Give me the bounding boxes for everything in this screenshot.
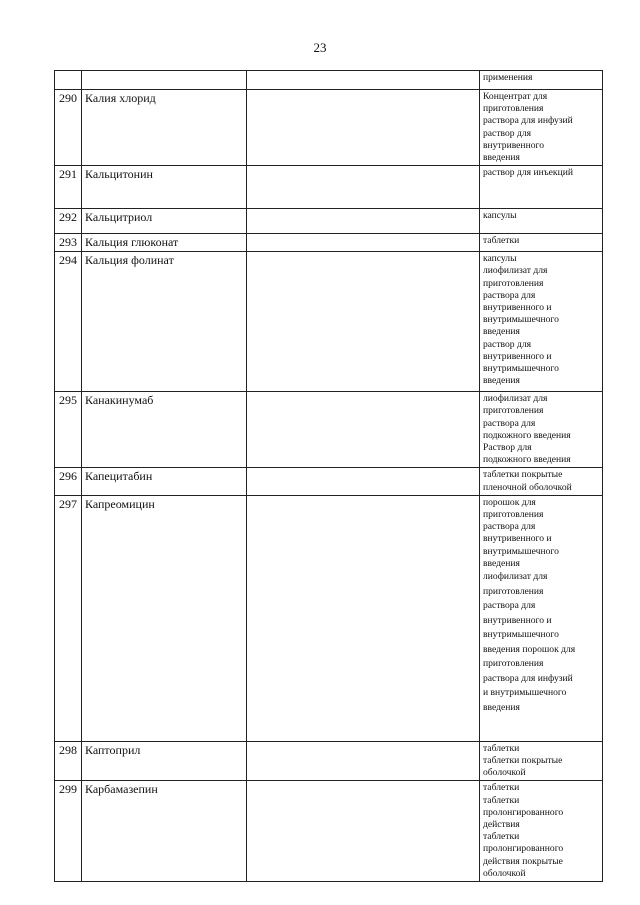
dosage-form-cell — [480, 90, 603, 166]
page-number: 23 — [313, 40, 327, 55]
row-number: 296 — [55, 468, 82, 495]
table-row — [55, 234, 603, 252]
form-line: таблетки покрытые — [483, 469, 563, 481]
form-line: приготовления — [483, 658, 544, 670]
form-line: оболочкой — [483, 867, 526, 879]
form-line: раствора для инфузий — [483, 672, 573, 684]
form-line: подкожного введения — [483, 429, 571, 441]
form-line: раствора для инфузий — [483, 115, 573, 127]
row-number: 290 — [55, 90, 82, 166]
form-line: таблетки — [483, 831, 520, 843]
form-line: приготовления — [483, 509, 544, 521]
table-row — [55, 495, 603, 741]
drug-name: Капреомицин — [82, 495, 247, 741]
drug-name: Канакинумаб — [82, 392, 247, 468]
header-mid-cell — [247, 71, 480, 90]
form-line: внутривенного и — [483, 533, 552, 545]
empty-cell — [247, 209, 480, 234]
form-line: раствор для — [483, 338, 532, 350]
form-line: внутримышечного — [483, 629, 559, 641]
form-line: раствора для — [483, 600, 536, 612]
form-line: таблетки — [483, 794, 520, 806]
form-line: приготовления — [483, 103, 544, 115]
form-line: лиофилизат для — [483, 393, 548, 405]
form-line: Концентрат для — [483, 91, 548, 102]
form-line: таблетки — [483, 235, 520, 247]
form-line: раствор для инъекций — [483, 167, 573, 179]
form-line: введения — [483, 557, 520, 569]
row-number: 292 — [55, 209, 82, 234]
drug-name: Капецитабин — [82, 468, 247, 495]
row-number: 294 — [55, 252, 82, 392]
form-line: внутримышечного — [483, 545, 559, 557]
empty-cell — [247, 166, 480, 209]
header-name-cell — [82, 71, 247, 90]
drug-name: Кальцитриол — [82, 209, 247, 234]
form-line: оболочкой — [483, 767, 526, 779]
form-line: таблетки покрытые — [483, 755, 563, 767]
dosage-form-extra — [483, 570, 599, 715]
dosage-form-cell — [480, 741, 603, 781]
table-row — [55, 741, 603, 781]
drug-name: Кальция глюконат — [82, 234, 247, 252]
form-line: лиофилизат для — [483, 265, 548, 277]
table-header-row — [55, 71, 603, 90]
dosage-form-cell — [480, 781, 603, 882]
form-line: раствора для — [483, 521, 536, 533]
form-line: таблетки — [483, 782, 520, 794]
empty-cell — [247, 468, 480, 495]
form-line: лиофилизат для — [483, 571, 548, 583]
form-line: внутривенного и — [483, 614, 552, 626]
form-line: таблетки — [483, 742, 520, 754]
dosage-form-cell — [480, 468, 603, 495]
drug-name: Карбамазепин — [82, 781, 247, 882]
form-line: внутривенного — [483, 139, 544, 151]
empty-cell — [247, 252, 480, 392]
drug-name: Кальцитонин — [82, 166, 247, 209]
table-row — [55, 781, 603, 882]
dosage-form-cell — [480, 166, 603, 209]
empty-cell — [247, 495, 480, 741]
header-num-cell — [55, 71, 82, 90]
form-line: введения — [483, 701, 520, 713]
table-row — [55, 90, 603, 166]
dosage-form-cell — [480, 392, 603, 468]
form-line: введения — [483, 152, 520, 164]
form-line: введения порошок для — [483, 643, 576, 655]
form-line: приготовления — [483, 585, 544, 597]
form-line: Раствор для — [483, 442, 532, 454]
empty-cell — [247, 781, 480, 882]
header-form-cell — [480, 71, 603, 90]
form-line: введения — [483, 375, 520, 387]
form-line: раствора для — [483, 289, 536, 301]
form-line: внутримышечного — [483, 314, 559, 326]
form-line: внутривенного и — [483, 302, 552, 314]
drug-table-body — [55, 71, 603, 882]
form-line: капсулы — [483, 210, 517, 222]
form-line: приготовления — [483, 277, 544, 289]
form-line: действия покрытые — [483, 855, 563, 867]
empty-cell — [247, 90, 480, 166]
form-line: введения — [483, 326, 520, 338]
table-row — [55, 252, 603, 392]
row-number: 297 — [55, 495, 82, 741]
form-line: применения — [483, 72, 533, 83]
table-row — [55, 166, 603, 209]
row-number: 293 — [55, 234, 82, 252]
drug-table — [54, 70, 603, 882]
form-line: внутримышечного — [483, 363, 559, 375]
table-row — [55, 392, 603, 468]
form-line: пленочной оболочкой — [483, 481, 572, 493]
drug-name: Каптоприл — [82, 741, 247, 781]
row-number: 295 — [55, 392, 82, 468]
empty-cell — [247, 234, 480, 252]
dosage-form-cell — [480, 234, 603, 252]
table-row — [55, 209, 603, 234]
form-line: внутривенного и — [483, 350, 552, 362]
form-line: порошок для — [483, 496, 536, 508]
table-row — [55, 468, 603, 495]
row-number: 298 — [55, 741, 82, 781]
form-line: и внутримышечного — [483, 687, 567, 699]
drug-name: Калия хлорид — [82, 90, 247, 166]
empty-cell — [247, 741, 480, 781]
dosage-form-cell — [480, 252, 603, 392]
form-line: пролонгированного — [483, 843, 564, 855]
form-line: приготовления — [483, 405, 544, 417]
form-line: капсулы — [483, 253, 517, 265]
empty-cell — [247, 392, 480, 468]
form-line: пролонгированного — [483, 806, 564, 818]
form-line: действия — [483, 819, 520, 831]
row-number: 291 — [55, 166, 82, 209]
dosage-form-cell — [480, 495, 603, 741]
form-line: раствор для — [483, 127, 532, 139]
row-number: 299 — [55, 781, 82, 882]
form-line: подкожного введения — [483, 454, 571, 466]
dosage-form-cell — [480, 209, 603, 234]
form-line: раствора для — [483, 417, 536, 429]
drug-name: Кальция фолинат — [82, 252, 247, 392]
